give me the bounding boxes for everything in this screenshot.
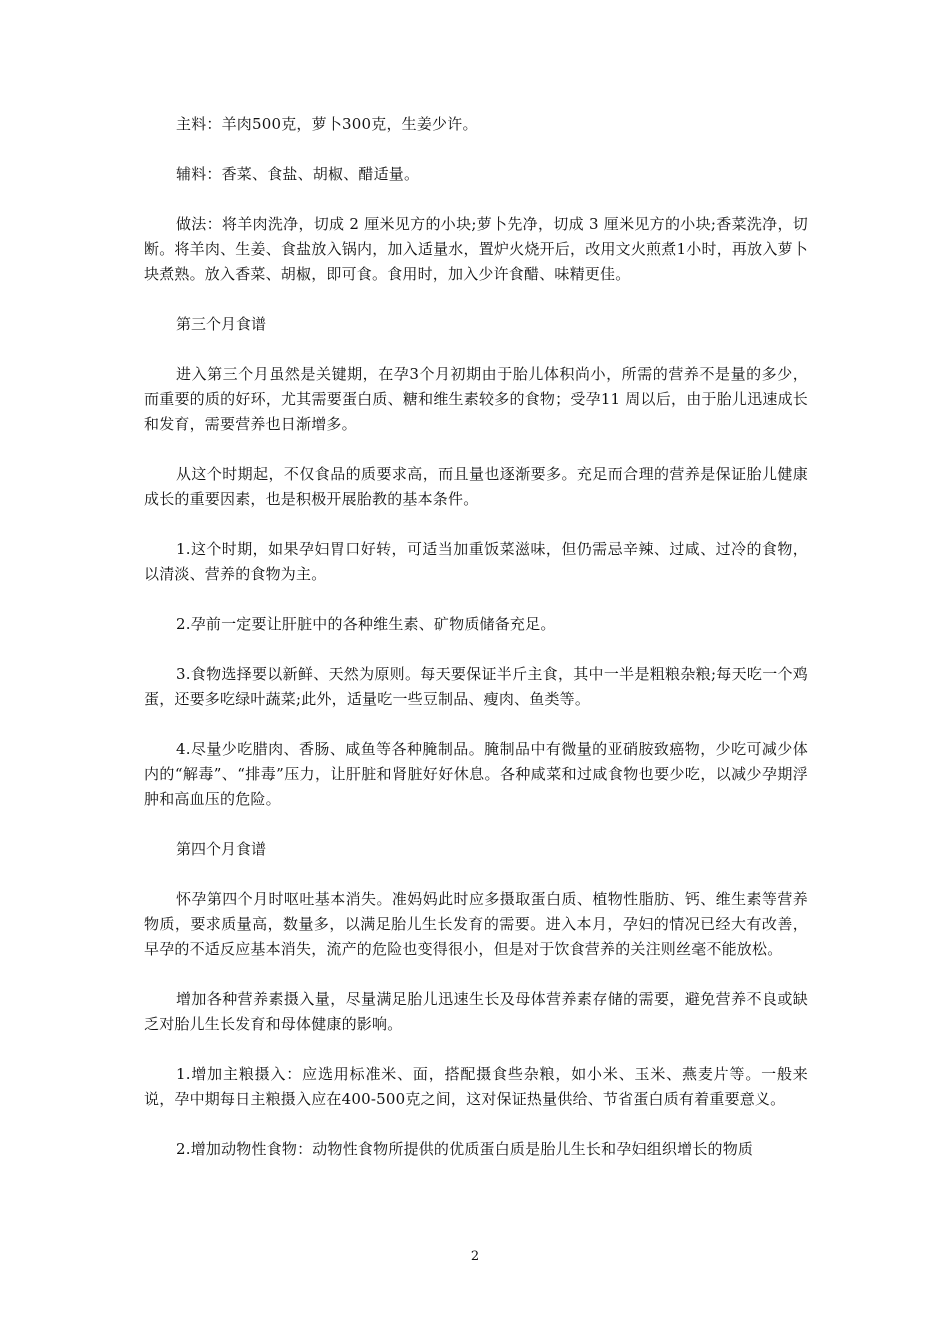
paragraph-month-4-nutrition: 增加各种营养素摄入量，尽量满足胎儿迅速生长及母体营养素存储的需要，避免营养不良或缺乏对胎儿生长发育和母体健康的影响。 <box>144 990 808 1033</box>
section-heading-month-4: 第四个月食谱 <box>176 840 267 858</box>
list-item-month-4-1: 1.增加主粮摄入：应选用标准米、面，搭配摄食些杂粮，如小米、玉米、燕麦片等。一般来说，孕中期每日主粮摄入应在400-500克之间，这对保证热量供给、节省蛋白质有着重要意义。 <box>144 1065 808 1108</box>
list-item-month-3-4: 4.尽量少吃腊肉、香肠、咸鱼等各种腌制品。腌制品中有微量的亚硝胺致癌物，少吃可减少体内的“解毒”、“排毒”压力，让肝脏和肾脏好好休息。各种咸菜和过咸食物也要少吃，以减少孕期浮肿和高血压的危险。 <box>144 740 808 808</box>
paragraph-method: 做法：将羊肉洗净，切成 2 厘米见方的小块;萝卜先净，切成 3 厘米见方的小块;香菜洗净，切断。将羊肉、生姜、食盐放入锅内，加入适量水，置炉火烧开后，改用文火煎煮1小时，再放入萝卜块煮熟。放入香菜、胡椒，即可食。食用时，加入少许食醋、味精更佳。 <box>144 215 808 283</box>
paragraph-month-4-intro: 怀孕第四个月时呕吐基本消失。准妈妈此时应多摄取蛋白质、植物性脂肪、钙、维生素等营养物质，要求质量高，数量多，以满足胎儿生长发育的需要。进入本月，孕妇的情况已经大有改善，早孕的不适反应基本消失，流产的危险也变得很小，但是对于饮食营养的关注则丝毫不能放松。 <box>144 890 808 958</box>
page-number: 2 <box>470 1249 480 1264</box>
list-item-month-4-2: 2.增加动物性食物：动物性食物所提供的优质蛋白质是胎儿生长和孕妇组织增长的物质 <box>176 1140 754 1158</box>
section-heading-month-3: 第三个月食谱 <box>176 315 267 333</box>
list-item-month-3-2: 2.孕前一定要让肝脏中的各种维生素、矿物质储备充足。 <box>176 615 556 633</box>
list-item-month-3-1: 1.这个时期，如果孕妇胃口好转，可适当加重饭菜滋味，但仍需忌辛辣、过咸、过冷的食物，以清淡、营养的食物为主。 <box>144 540 808 583</box>
paragraph-month-3-nutrition: 从这个时期起，不仅食品的质要求高，而且量也逐渐要多。充足而合理的营养是保证胎儿健康成长的重要因素，也是积极开展胎教的基本条件。 <box>144 465 808 508</box>
paragraph-main-ingredients: 主料：羊肉500克，萝卜300克，生姜少许。 <box>176 115 478 133</box>
paragraph-month-3-intro: 进入第三个月虽然是关键期，在孕3个月初期由于胎儿体积尚小，所需的营养不是量的多少，而重要的质的好环，尤其需要蛋白质、糖和维生素较多的食物；受孕11 周以后，由于胎儿迅速成长和发育，需要营养也日渐增多。 <box>144 365 808 433</box>
list-item-month-3-3: 3.食物选择要以新鲜、天然为原则。每天要保证半斤主食，其中一半是粗粮杂粮;每天吃一个鸡蛋，还要多吃绿叶蔬菜;此外，适量吃一些豆制品、瘦肉、鱼类等。 <box>144 665 808 708</box>
paragraph-auxiliary-ingredients: 辅料：香菜、食盐、胡椒、醋适量。 <box>176 165 420 183</box>
document-body <box>144 112 808 1187</box>
